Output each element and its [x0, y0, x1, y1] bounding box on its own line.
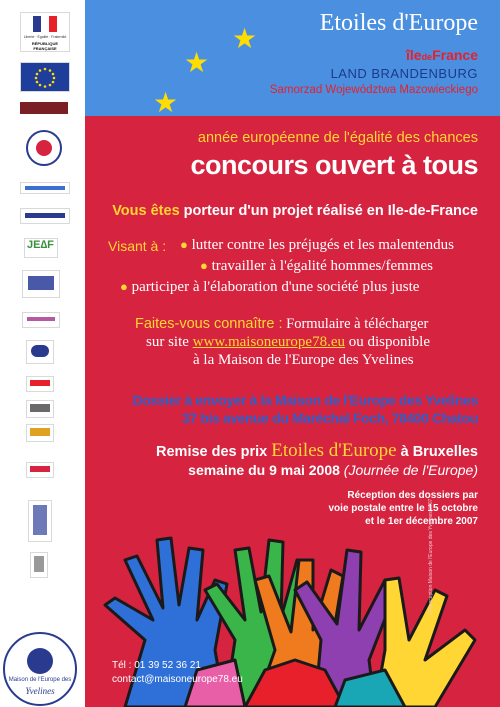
- remise-line: Remise des prix Etoiles d'Europe à Bruxelles: [156, 440, 478, 461]
- partner-logo-10: [26, 376, 54, 392]
- partner-logo-13: [26, 462, 54, 478]
- contact-tel: Tél : 01 39 52 36 21: [112, 660, 201, 671]
- partner-logo-4: [20, 182, 70, 194]
- star-icon: ★: [153, 86, 179, 119]
- partner-logo-5: [20, 208, 70, 224]
- dossier-line-2: 37 bis avenue du Maréchal Foch, 78400 Chatou: [182, 410, 478, 426]
- subtitle: année européenne de l'égalité des chances: [197, 130, 478, 146]
- partner-logo-15: [30, 552, 48, 578]
- eu-stars-icon: [21, 63, 69, 91]
- logo-sidebar: [0, 0, 85, 707]
- partner-logo-7: [22, 270, 60, 298]
- partner-mazowieckie: Samorzad Województwa Mazowieckiego: [269, 84, 478, 96]
- partner-logo-11: [26, 400, 54, 418]
- intro-line: Vous êtes porteur d'un projet réalisé en Ile-de-France: [112, 203, 478, 219]
- contact-email[interactable]: contact@maisoneurope78.eu: [112, 674, 243, 685]
- website-link[interactable]: www.maisoneurope78.eu: [192, 334, 345, 350]
- egalite-chances-logo: [20, 128, 68, 168]
- partner-logo-12: [26, 424, 54, 442]
- faites-line-3: à la Maison de l'Europe des Yvelines: [193, 352, 414, 368]
- star-icon: ★: [184, 46, 210, 79]
- star-icon: ★: [232, 22, 258, 55]
- republique-text: RÉPUBLIQUE FRANÇAISE: [31, 41, 59, 51]
- partner-logo-9: [26, 340, 54, 364]
- partner-logo-dark: [20, 102, 68, 114]
- partner-logo-8: [22, 312, 60, 328]
- headline: concours ouvert à tous: [190, 150, 478, 180]
- dossier-line-1: Dossier à envoyer à la Maison de l'Europe des Yvelines: [132, 392, 478, 408]
- faites-line-2: sur site www.maisoneurope78.eu ou disponible: [146, 334, 430, 350]
- republique-francaise-logo: [20, 12, 70, 52]
- reception-1: Réception des dossiers par: [347, 490, 478, 501]
- bullet-item: ● participer à l'élaboration d'une société plus juste: [120, 279, 420, 295]
- badge-text-2: Yvelines: [25, 686, 55, 696]
- credit-text: © Conception Maison de l'Europe des Yvelines 2007: [428, 498, 434, 615]
- partner-land-brandenburg: LAND BRANDENBURG: [330, 66, 478, 81]
- badge-text: Maison de l'Europe des: [8, 677, 72, 683]
- faites-line-1: Faites-vous connaître : Formulaire à télécharger: [135, 316, 429, 332]
- visant-label: Visant à :: [108, 238, 167, 254]
- partner-logo-14: [28, 500, 52, 542]
- eu-flag-logo: [20, 62, 70, 92]
- bullet-item: ● travailler à l'égalité hommes/femmes: [200, 258, 433, 274]
- maison-europe-badge: [3, 632, 77, 706]
- motto-text: Liberté · Égalité · Fraternité: [23, 35, 67, 39]
- semaine-line: semaine du 9 mai 2008 (Journée de l'Europe): [188, 462, 478, 478]
- reception-3: et le 1er décembre 2007: [365, 516, 478, 527]
- ile-de-france-logo: îledeFrance: [405, 47, 478, 63]
- jeaf-logo: JE∆F: [24, 238, 58, 258]
- reception-2: voie postale entre le 15 octobre: [328, 503, 478, 514]
- header-title: Etoiles d'Europe: [319, 10, 478, 36]
- bullet-item: ● lutter contre les préjugés et les malentendus: [180, 237, 455, 253]
